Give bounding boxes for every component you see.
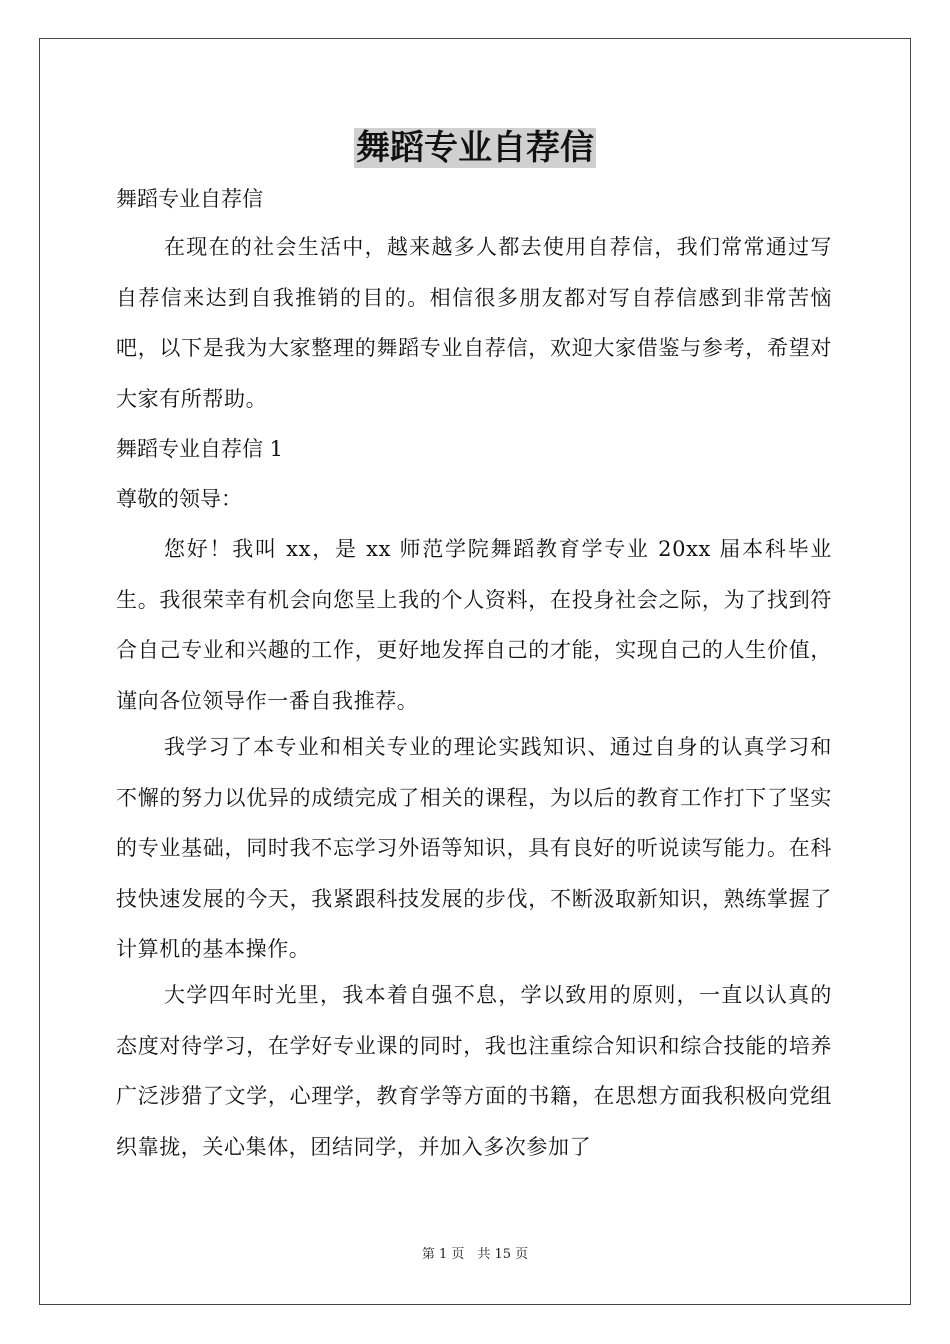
body-paragraph-2: 我学习了本专业和相关专业的理论实践知识、通过自身的认真学习和不懈的努力以优异的成绩完成了相关的课程，为以后的教育工作打下了坚实的专业基础，同时我不忘学习外语等知识，具有良好的听说读写能力。在科技快速发展的今天，我紧跟科技发展的步伐，不断汲取新知识，熟练掌握了计算机的基本操作。 — [116, 735, 832, 961]
page-footer: 第 1 页 共 15 页 — [421, 1247, 529, 1262]
document-title — [0, 126, 950, 170]
intro-paragraph: 在现在的社会生活中，越来越多人都去使用自荐信，我们常常通过写自荐信来达到自我推销的目的。相信很多朋友都对写自荐信感到非常苦恼吧，以下是我为大家整理的舞蹈专业自荐信，欢迎大家借鉴与参考，希望对大家有所帮助。 — [116, 235, 832, 411]
heading-line: 舞蹈专业自荐信 — [116, 187, 263, 211]
section-title: 舞蹈专业自荐信 1 — [116, 437, 284, 461]
body-paragraph-3: 大学四年时光里，我本着自强不息，学以致用的原则，一直以认真的态度对待学习，在学好专业课的同时，我也注重综合知识和综合技能的培养广泛涉猎了文学，心理学，教育学等方面的书籍，在思想方面我积极向党组织靠拢，关心集体，团结同学，并加入多次参加了 — [116, 983, 832, 1159]
body-paragraph-1: 您好！我叫 xx，是 xx 师范学院舞蹈教育学专业 20xx 届本科毕业生。我很荣幸有机会向您呈上我的个人资料，在投身社会之际，为了找到符合自己专业和兴趣的工作，更好地发挥自己的才能，实现自己的人生价值，谨向各位领导作一番自我推荐。 — [116, 537, 832, 713]
salutation: 尊敬的领导： — [116, 487, 242, 511]
document-title-text: 舞蹈专业自荐信 — [356, 128, 594, 168]
